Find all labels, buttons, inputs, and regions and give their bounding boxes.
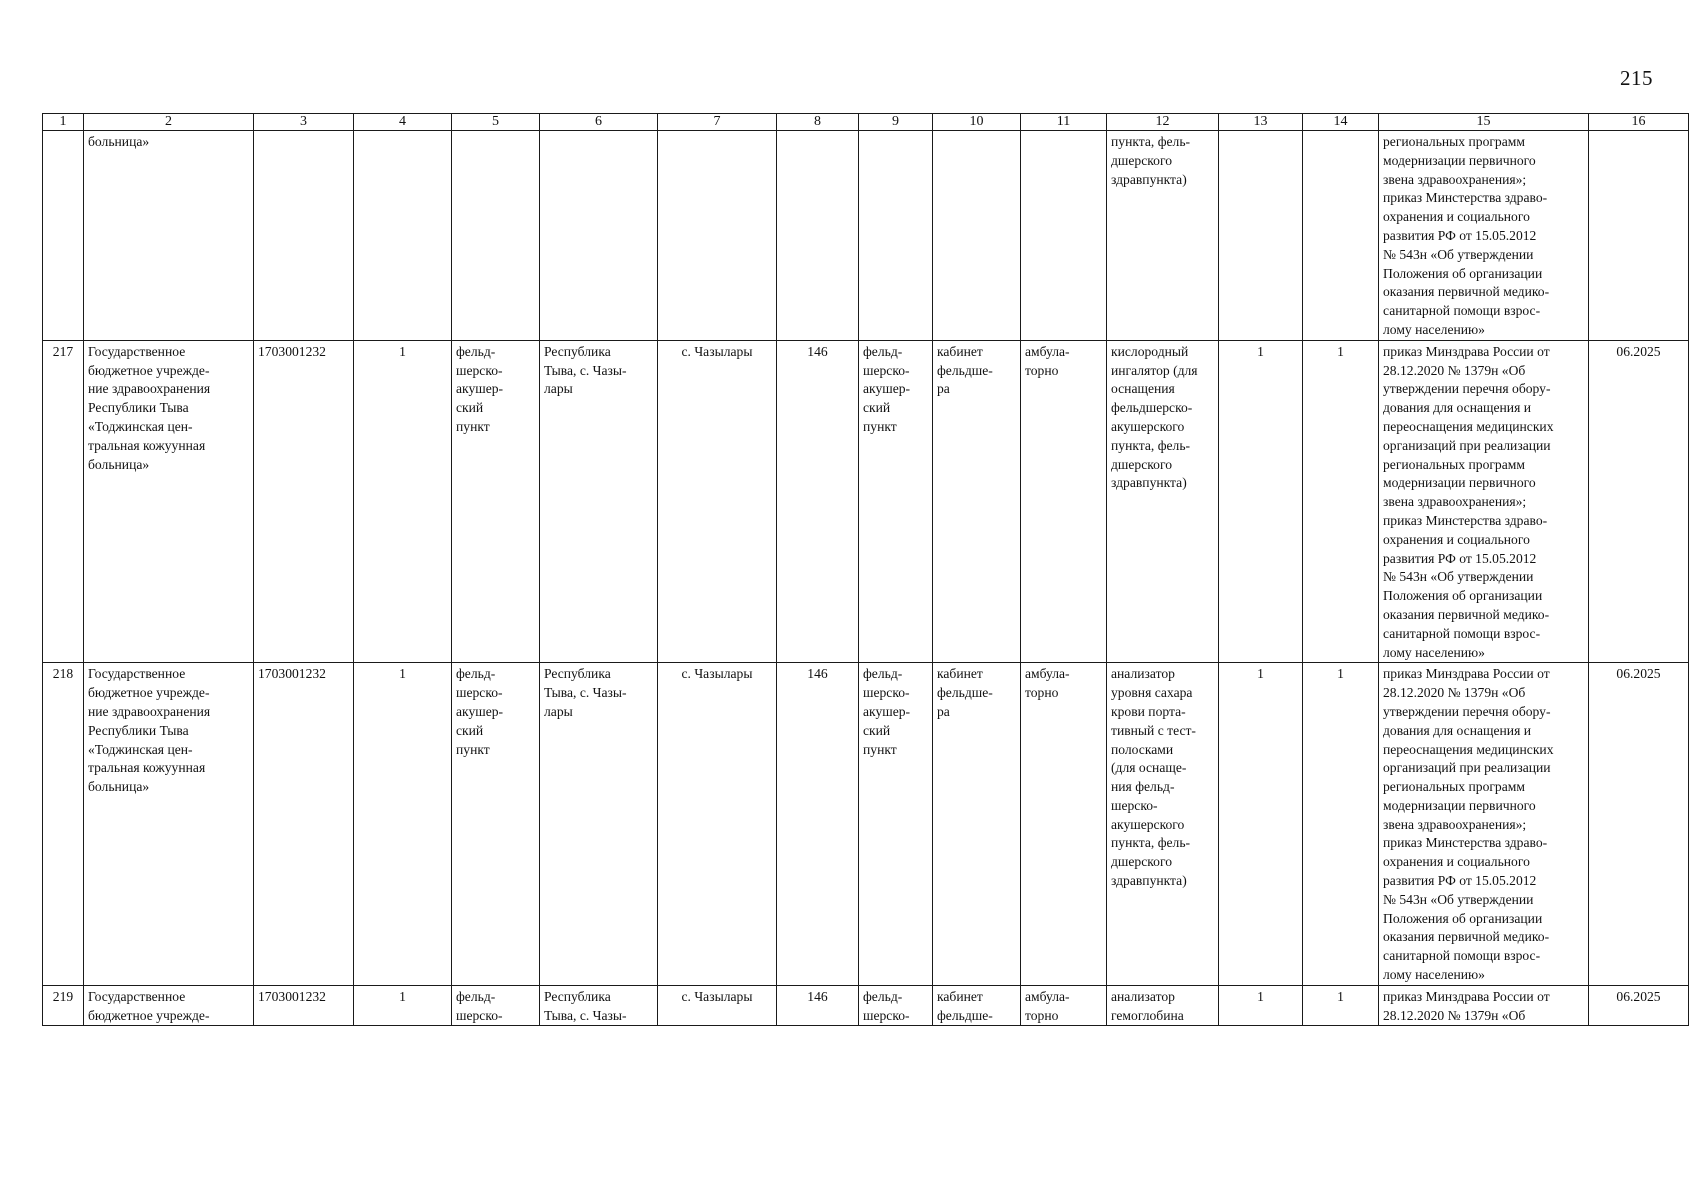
cell-address: Республика Тыва, с. Чазы- лары [540, 340, 658, 663]
cell-row-number: 217 [43, 340, 84, 663]
column-header-10: 10 [933, 114, 1021, 131]
column-number-row [43, 114, 1689, 131]
cell-subdivision: фельд- шерско- акушер- ский пункт [859, 340, 933, 663]
column-header-5: 5 [452, 114, 540, 131]
table-row-continued [43, 131, 1689, 341]
cell-row-number: 218 [43, 663, 84, 986]
cell-subdivision: фельд- шерско- акушер- ский пункт [859, 663, 933, 986]
cell-organization: Государственное бюджетное учрежде- [84, 985, 254, 1026]
cell-quantity-planned: 1 [1303, 663, 1379, 986]
table-row-217 [43, 340, 1689, 663]
cell-room: кабинет фельдше- ра [933, 340, 1021, 663]
column-header-2: 2 [84, 114, 254, 131]
cell-care-form: амбула- торно [1021, 340, 1107, 663]
cell-settlement [658, 131, 777, 341]
cell-quantity-planned [1303, 131, 1379, 341]
cell-room: кабинет фельдше- [933, 985, 1021, 1026]
column-header-16: 16 [1589, 114, 1689, 131]
cell-care-form [1021, 131, 1107, 341]
cell-equipment: анализатор гемоглобина [1107, 985, 1219, 1026]
column-header-13: 13 [1219, 114, 1303, 131]
column-header-15: 15 [1379, 114, 1589, 131]
cell-quantity-required [1219, 131, 1303, 341]
cell-settlement: с. Чазылары [658, 663, 777, 986]
cell-date [1589, 131, 1689, 341]
cell-facility-type [452, 131, 540, 341]
column-header-3: 3 [254, 114, 354, 131]
cell-legal-basis: приказ Минздрава России от 28.12.2020 № 1379н «Об утверждении перечня обору- дования для оснащения и переоснащения медицинских организаций при реализации региональных программ модернизации первичного звена здравоохранения»; приказ Минстерства здраво- охранения и социального развития РФ от 15.05.2012 № 543н «Об утверждении Положения об организации оказания первичной медико- санитарной помощи взрос- лому населению» [1379, 663, 1589, 986]
cell-population: 146 [777, 663, 859, 986]
cell-population: 146 [777, 985, 859, 1026]
cell-col-4: 1 [354, 663, 452, 986]
cell-legal-basis: региональных программ модернизации первичного звена здравоохранения»; приказ Минстерства здраво- охранения и социального развития РФ от 15.05.2012 № 543н «Об утверждении Положения об организации оказания первичной медико- санитарной помощи взрос- лому населению» [1379, 131, 1589, 341]
cell-care-form: амбула- торно [1021, 663, 1107, 986]
column-header-4: 4 [354, 114, 452, 131]
table-row-219 [43, 985, 1689, 1026]
cell-quantity-planned: 1 [1303, 340, 1379, 663]
cell-equipment: анализатор уровня сахара крови порта- тивный с тест- полосками (для оснаще- ния фельд- шерско- акушерского пункта, фель- дшерского здравпункта) [1107, 663, 1219, 986]
cell-inn: 1703001232 [254, 340, 354, 663]
cell-address: Республика Тыва, с. Чазы- [540, 985, 658, 1026]
cell-facility-type: фельд- шерско- акушер- ский пункт [452, 663, 540, 986]
cell-facility-type: фельд- шерско- [452, 985, 540, 1026]
column-header-14: 14 [1303, 114, 1379, 131]
cell-organization: Государственное бюджетное учрежде- ние здравоохранения Республики Тыва «Тоджинская цен- тральная кожуунная больница» [84, 340, 254, 663]
cell-organization: больница» [84, 131, 254, 341]
cell-settlement: с. Чазылары [658, 985, 777, 1026]
column-header-1: 1 [43, 114, 84, 131]
table-row-218 [43, 663, 1689, 986]
cell-row-number: 219 [43, 985, 84, 1026]
cell-care-form: амбула- торно [1021, 985, 1107, 1026]
column-header-9: 9 [859, 114, 933, 131]
cell-room [933, 131, 1021, 341]
column-header-7: 7 [658, 114, 777, 131]
cell-date: 06.2025 [1589, 663, 1689, 986]
cell-legal-basis: приказ Минздрава России от 28.12.2020 № 1379н «Об [1379, 985, 1589, 1026]
cell-inn: 1703001232 [254, 663, 354, 986]
cell-settlement: с. Чазылары [658, 340, 777, 663]
cell-date: 06.2025 [1589, 985, 1689, 1026]
cell-quantity-planned: 1 [1303, 985, 1379, 1026]
cell-col-4 [354, 131, 452, 341]
cell-date: 06.2025 [1589, 340, 1689, 663]
cell-subdivision: фельд- шерско- [859, 985, 933, 1026]
cell-population [777, 131, 859, 341]
column-header-8: 8 [777, 114, 859, 131]
cell-organization: Государственное бюджетное учрежде- ние здравоохранения Республики Тыва «Тоджинская цен- тральная кожуунная больница» [84, 663, 254, 986]
cell-row-number [43, 131, 84, 341]
column-header-11: 11 [1021, 114, 1107, 131]
column-header-6: 6 [540, 114, 658, 131]
cell-address: Республика Тыва, с. Чазы- лары [540, 663, 658, 986]
cell-col-4: 1 [354, 985, 452, 1026]
cell-inn: 1703001232 [254, 985, 354, 1026]
column-header-12: 12 [1107, 114, 1219, 131]
cell-facility-type: фельд- шерско- акушер- ский пункт [452, 340, 540, 663]
cell-equipment: пункта, фель- дшерского здравпункта) [1107, 131, 1219, 341]
cell-quantity-required: 1 [1219, 663, 1303, 986]
page-number: 215 [1620, 66, 1653, 90]
cell-address [540, 131, 658, 341]
equipment-table [42, 113, 1689, 1026]
cell-inn [254, 131, 354, 341]
cell-quantity-required: 1 [1219, 340, 1303, 663]
cell-population: 146 [777, 340, 859, 663]
cell-legal-basis: приказ Минздрава России от 28.12.2020 № 1379н «Об утверждении перечня обору- дования для оснащения и переоснащения медицинских организаций при реализации региональных программ модернизации первичного звена здравоохранения»; приказ Минстерства здраво- охранения и социального развития РФ от 15.05.2012 № 543н «Об утверждении Положения об организации оказания первичной медико- санитарной помощи взрос- лому населению» [1379, 340, 1589, 663]
cell-subdivision [859, 131, 933, 341]
cell-room: кабинет фельдше- ра [933, 663, 1021, 986]
cell-equipment: кислородный ингалятор (для оснащения фельдшерско- акушерского пункта, фель- дшерского здравпункта) [1107, 340, 1219, 663]
cell-col-4: 1 [354, 340, 452, 663]
cell-quantity-required: 1 [1219, 985, 1303, 1026]
